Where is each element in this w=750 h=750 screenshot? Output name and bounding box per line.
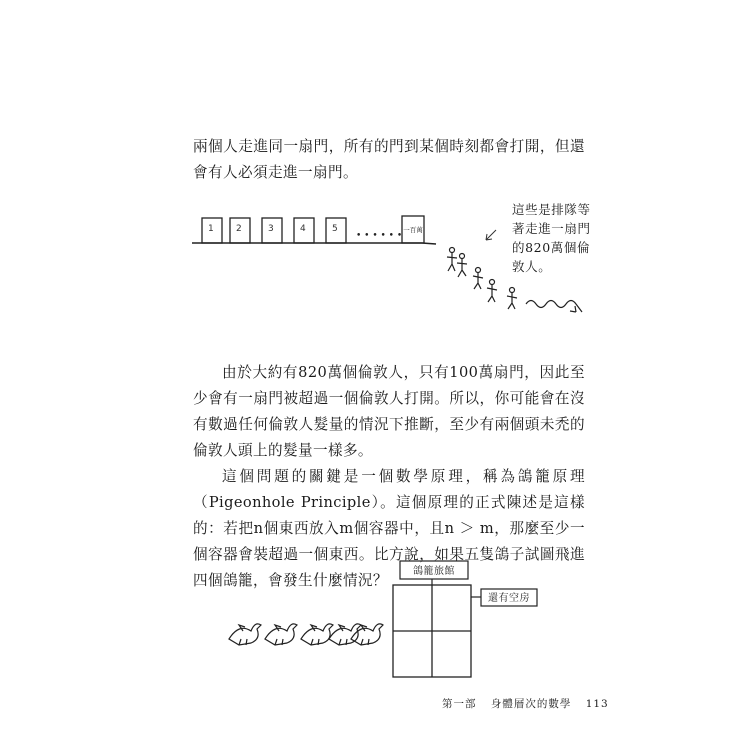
paragraph-londoners: 由於大約有820萬個倫敦人，只有100萬扇門，因此至少會有一扇門被超過一個倫敦人打開。所以，你可能會在沒有數過任何倫敦人髮量的情況下推斷，至少有兩個頭未禿的倫敦人頭上的髮量一樣多。 [193, 364, 585, 459]
queue-caption [512, 200, 591, 276]
door-4 [294, 218, 314, 243]
door-1 [202, 218, 222, 243]
door-5 [326, 218, 346, 243]
door-2 [230, 218, 250, 243]
door-million [402, 216, 424, 243]
door-label: 5 [332, 224, 338, 234]
ellipsis-dots: • • • • • • [356, 231, 403, 241]
vacancy-sign-text: 還有空房 [488, 593, 530, 604]
queue-wave-icon [526, 301, 582, 313]
pigeonhole-grid [393, 585, 471, 677]
door-3 [262, 218, 282, 243]
caption-line: 這些是排隊等 [512, 202, 591, 217]
door-label: 2 [236, 224, 242, 234]
footer-title: 身體層次的數學 [490, 698, 572, 710]
door-label: 4 [300, 224, 306, 234]
caption-line: 著走進一扇門 [512, 221, 591, 236]
caption-line: 的820萬個倫 [512, 240, 591, 255]
hotel-sign-text: 鴿籠旅館 [413, 566, 455, 577]
page-footer [442, 696, 619, 711]
paragraph-pigeonhole: 這個問題的關鍵是一個數學原理，稱為鴿籠原理（Pigeonhole Principle）。這個原理的正式陳述是這樣的：若把n個東西放入m個容器中，且n ＞ m，那麼至少一個容器會裝超過一個東西。比方說，如果五隻鴿子試圖飛進四個鴿籠，會發生什麼情況？ [193, 468, 585, 589]
arrow-head-icon [570, 306, 576, 312]
footer-part: 第一部 [442, 698, 477, 710]
pointer-arrow-icon [486, 230, 496, 240]
door-label: 3 [268, 224, 274, 234]
pigeons-icon [229, 624, 383, 645]
door-million-label: 一百萬 [403, 226, 423, 234]
page-number: 113 [585, 698, 609, 710]
door-label: 1 [208, 224, 214, 234]
queue-people-icon [447, 248, 517, 310]
paragraph-intro: 兩個人走進同一扇門，所有的門到某個時刻都會打開，但還會有人必須走進一扇門。 [193, 138, 585, 181]
pigeon-hotel-illustration [225, 555, 545, 685]
caption-line: 敦人。 [512, 259, 552, 274]
